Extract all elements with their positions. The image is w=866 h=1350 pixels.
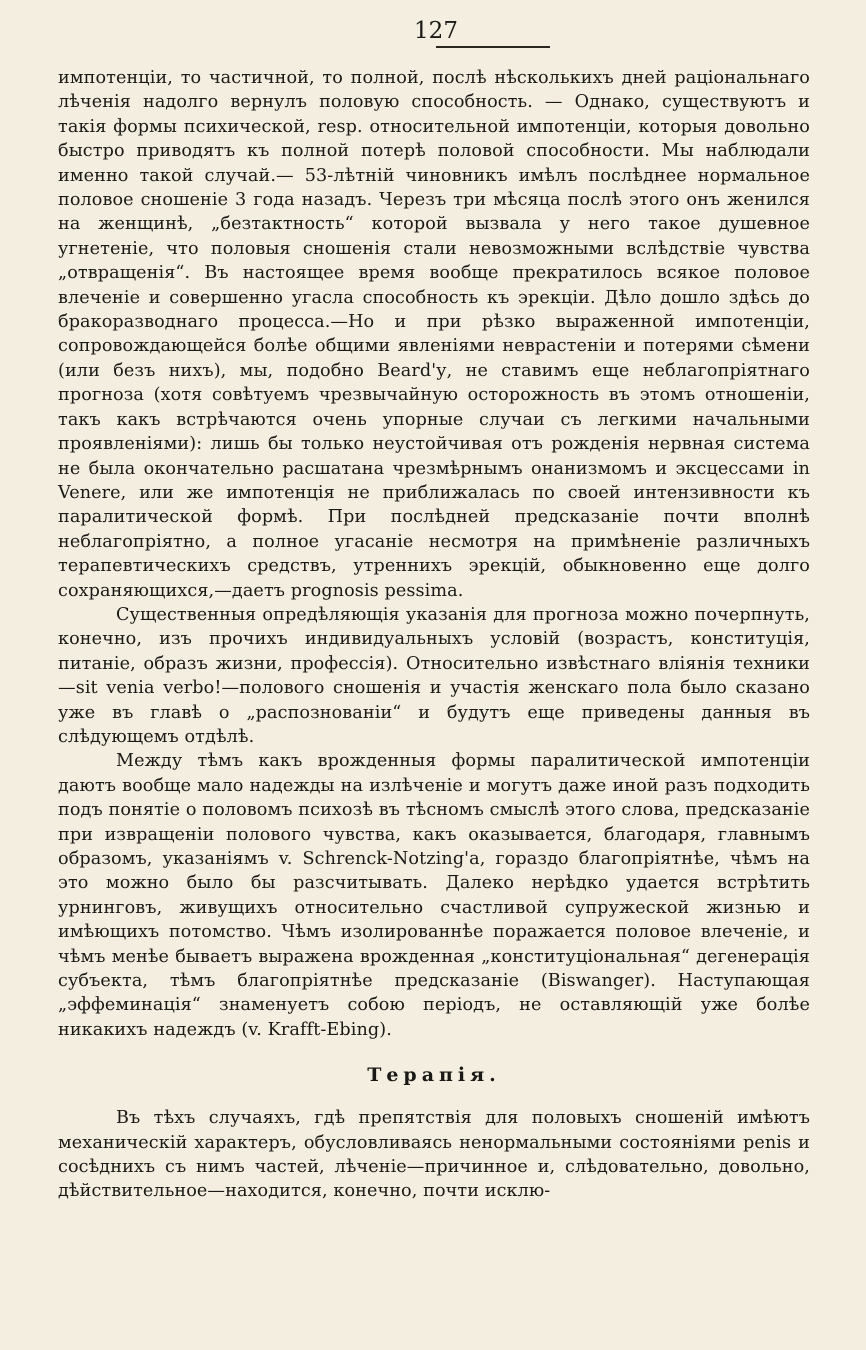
paragraph-4: Въ тѣхъ случаяхъ, гдѣ препятствія для половыхъ сношеній имѣютъ механическій характеръ, обусловливаясь ненормальными состояніями penis и сосѣднихъ съ нимъ частей, лѣченіе—причинное и, слѣдовательно, довольно, дѣйствительное—находится, конечно, почти исклю- [58, 1108, 810, 1202]
body-text [58, 66, 810, 1204]
page-number: 127 [414, 18, 458, 44]
paragraph-2: Существенныя опредѣляющія указанія для прогноза можно почерпнуть, конечно, изъ прочихъ индивидуальныхъ условій (возрастъ, конституція, питаніе, образъ жизни, профессія). Относительно извѣстнаго вліянія техники—sit venia verbo!—полового сношенія и участія женскаго пола было сказано уже въ главѣ о „распознованіи“ и будутъ еще приведены данныя въ слѣдующемъ отдѣлѣ. [58, 604, 810, 747]
page-number-underline [436, 46, 550, 48]
section-heading: Терапія. [367, 1064, 501, 1087]
paragraph-1: импотенціи, то частичной, то полной, послѣ нѣсколькихъ дней раціональнаго лѣченія надолго вернулъ половую способность. — Однако, существуютъ и такія формы психической, resp. относительной импотенціи, которыя довольно быстро приводятъ къ полной потерѣ половой способности. Мы наблюдали именно такой случай.— 53-лѣтній чиновникъ имѣлъ послѣднее нормальное половое сношеніе 3 года назадъ. Черезъ три мѣсяца послѣ этого онъ женился на женщинѣ, „безтактность“ которой вызвала у него такое душевное угнетеніе, что половыя сношенія стали невозможными вслѣдствіе чувства „отвращенія“. Въ настоящее время вообще прекратилось всякое половое влеченіе и совершенно угасла способность къ эрекціи. Дѣло дошло здѣсь до бракоразводнаго процесса.—Но и при рѣзко выраженной импотенціи, сопровождающейся болѣе общими явленіями неврастеніи и потерями сѣмени (или безъ нихъ), мы, подобно Beard'у, не ставимъ еще неблагопріятнаго прогноза (хотя совѣтуемъ чрезвычайную осторожность въ этомъ отношеніи, такъ какъ встрѣчаются очень упорные случаи съ легкими начальными проявленіями): лишь бы только неустойчивая отъ рожденія нервная система не была окончательно расшатана чрезмѣрнымъ онанизмомъ и эксцессами in Venere, или же импотенція не приближалась по своей интензивности къ паралитической формѣ. При послѣдней предсказаніе почти вполнѣ неблагопріятно, а полное угасаніе несмотря на примѣненіе различныхъ терапевтическихъ средствъ, утреннихъ эрекцій, обыкновенно еще долго сохраняющихся,—даетъ prognosis pessima. [58, 68, 810, 601]
paragraph-3: Между тѣмъ какъ врожденныя формы паралитической импотенціи даютъ вообще мало надежды на излѣченіе и могутъ даже иной разъ подходить подъ понятіе о половомъ психозѣ въ тѣсномъ смыслѣ этого слова, предсказаніе при извращеніи полового чувства, какъ оказывается, благодаря, главнымъ образомъ, указаніямъ v. Schrenck-Notzing'а, гораздо благопріятнѣе, чѣмъ на это можно было бы разсчитывать. Далеко нерѣдко удается встрѣтить урнинговъ, живущихъ относительно счастливой супружеской жизнью и имѣющихъ потомство. Чѣмъ изолированнѣе поражается половое влеченіе, и чѣмъ менѣе бываетъ выражена врожденная „конституціональная“ дегенерація субъекта, тѣмъ благопріятнѣе предсказаніе (Biswanger). Наступающая „эффеминація“ знаменуетъ собою періодъ, не оставляющій уже болѣе никакихъ надеждъ (v. Krafft-Ebing). [58, 751, 810, 1040]
